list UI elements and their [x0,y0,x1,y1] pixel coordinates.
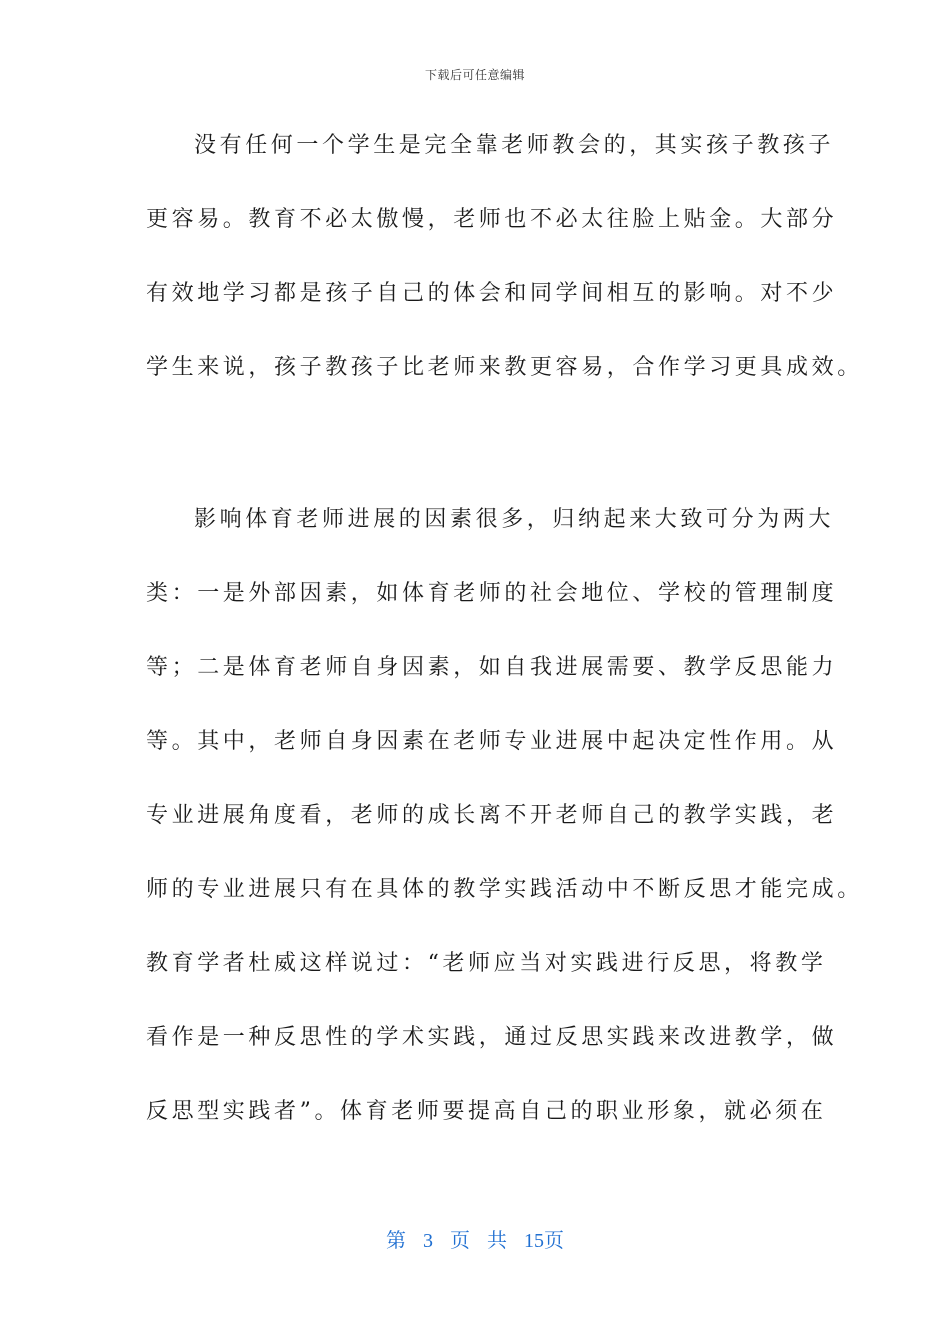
paragraph-line: 看作是一种反思性的学术实践，通过反思实践来改进教学，做 [146,1025,838,1050]
paragraph-line: 更容易。教育不必太傲慢，老师也不必太往脸上贴金。大部分 [146,207,838,232]
paragraph-line: 反思型实践者”。体育老师要提高自己的职业形象，就必须在 [146,1099,827,1124]
paragraph-line: 专业进展角度看，老师的成长离不开老师自己的教学实践，老 [146,803,838,828]
paragraph-line: 师的专业进展只有在具体的教学实践活动中不断反思才能完成。 [146,877,863,902]
page-mid: 页 [450,1230,470,1252]
page-prefix: 第 [386,1230,406,1252]
page-footer [0,1224,950,1253]
paragraph-line: 等；二是体育老师自身因素，如自我进展需要、教学反思能力 [146,655,838,680]
paragraph-line: 有效地学习都是孩子自己的体会和同学间相互的影响。对不少 [146,281,838,306]
page-total: 15页 [524,1230,564,1252]
paragraph-line: 影响体育老师进展的因素很多，归纳起来大致可分为两大 [194,507,835,532]
page-total-prefix: 共 [487,1230,507,1252]
paragraph-line: 没有任何一个学生是完全靠老师教会的，其实孩子教孩子 [194,133,835,158]
paragraph-line: 类：一是外部因素，如体育老师的社会地位、学校的管理制度 [146,581,838,606]
paragraph-line: 教育学者杜威这样说过：“老师应当对实践进行反思，将教学 [146,951,827,976]
paragraph-2 [146,483,863,1149]
paragraph-line: 等。其中，老师自身因素在老师专业进展中起决定性作用。从 [146,729,838,754]
paragraph-line: 学生来说，孩子教孩子比老师来教更容易，合作学习更具成效。 [146,355,863,380]
page-header: 下载后可任意编辑 [424,68,525,82]
paragraph-1 [146,109,863,405]
page-number: 3 [423,1230,433,1252]
